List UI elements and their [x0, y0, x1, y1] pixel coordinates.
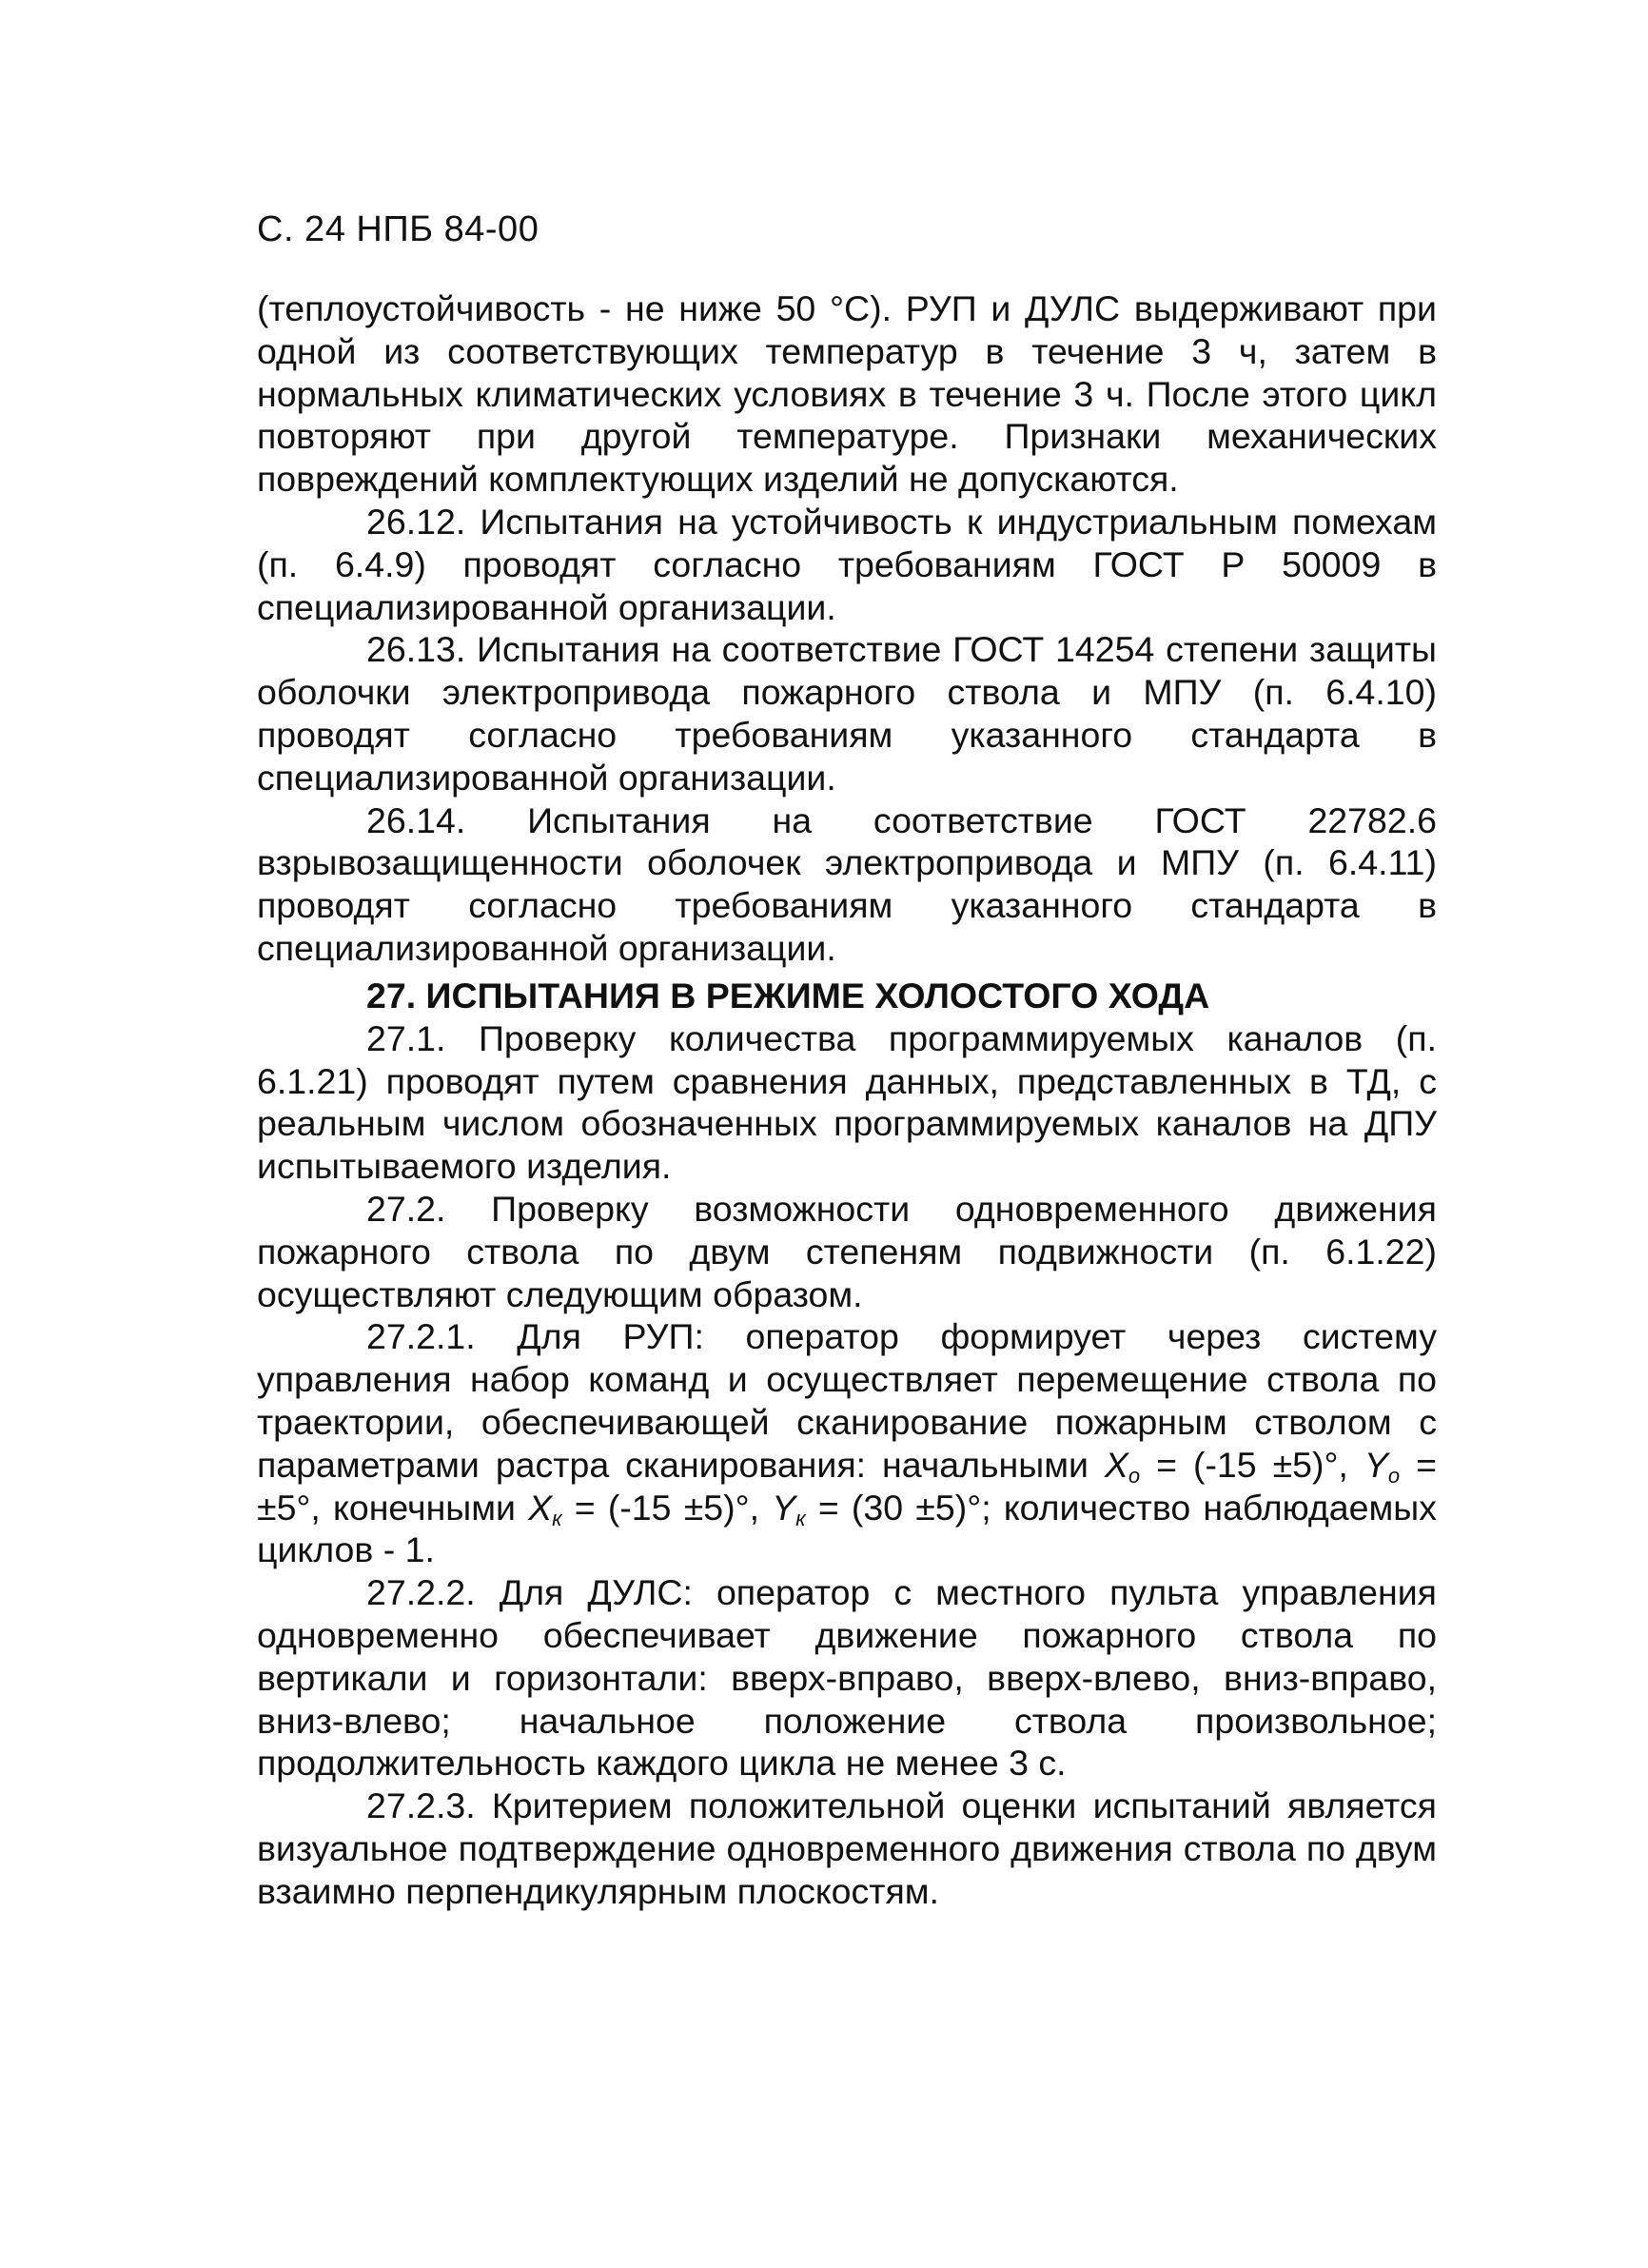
- paragraph-27-1: 27.1. Проверку количества программируемых каналов (п. 6.1.21) проводят путем сравнения данных, представленных в ТД, с реальным числом обозначенных программируемых каналов на ДПУ испытываемого изделия.: [257, 1017, 1437, 1187]
- document-page: [257, 0, 1437, 2268]
- paragraph-27-2: 27.2. Проверку возможности одновременного движения пожарного ствола по двум степеням подвижности (п. 6.1.22) осуществляют следующим образом.: [257, 1188, 1437, 1314]
- paragraph-27-2-1: [257, 1315, 1437, 1571]
- symbol-x0: X: [1104, 1444, 1128, 1485]
- value-xk: = (-15 ±5)°,: [561, 1487, 773, 1528]
- paragraph-continued: (теплоустойчивость - не ниже 50 °С). РУП и ДУЛС выдерживают при одной из соответствующих температур в течение 3 ч, затем в нормальных климатических условиях в течение 3 ч. После этого цикл повторяют при другой температуре. Признаки механических повреждений комплектующих изделий не допускаются.: [257, 288, 1437, 500]
- value-y0: = ±5°, конечными: [257, 1444, 1438, 1528]
- value-x0: = (-15 ±5)°,: [1140, 1444, 1364, 1485]
- running-head: С. 24 НПБ 84-00: [257, 209, 540, 249]
- subscript-yk: к: [795, 1506, 806, 1530]
- paragraph-27-2-1-lead: 27.2.1. Для РУП: оператор формирует через систему управления набор команд и осуществляет перемещение ствола по траектории, обеспечивающей сканирование пожарным стволом с параметрами растра сканирования: начальными: [257, 1316, 1437, 1485]
- paragraph-26-12: 26.12. Испытания на устойчивость к индустриальным помехам (п. 6.4.9) проводят согласно требованиям ГОСТ Р 50009 в специализированной организации.: [257, 501, 1437, 627]
- subscript-xk: к: [552, 1506, 562, 1530]
- symbol-yk: Y: [772, 1487, 796, 1528]
- paragraph-27-2-2: 27.2.2. Для ДУЛС: оператор с местного пульта управления одновременно обеспечивает движение пожарного ствола по вертикали и горизонтали: вверх-вправо, вверх-влево, вниз-вправо, вниз-влево; начальное положение ствола произвольное; продолжительность каждого цикла не менее 3 с.: [257, 1572, 1437, 1784]
- document-body: [257, 287, 1437, 1912]
- subscript-y0: o: [1387, 1463, 1401, 1488]
- paragraph-26-13: 26.13. Испытания на соответствие ГОСТ 14254 степени защиты оболочки электропривода пожарного ствола и МПУ (п. 6.4.10) проводят согласно требованиям указанного стандарта в специализированной организации.: [257, 629, 1437, 798]
- symbol-y0: Y: [1364, 1444, 1388, 1485]
- symbol-xk: X: [528, 1487, 553, 1528]
- paragraph-26-14: 26.14. Испытания на соответствие ГОСТ 22782.6 взрывозащищенности оболочек электропривода и МПУ (п. 6.4.11) проводят согласно требованиям указанного стандарта в специализированной организации.: [257, 799, 1437, 968]
- subscript-x0: o: [1128, 1463, 1141, 1488]
- paragraph-27-2-3: 27.2.3. Критерием положительной оценки испытаний является визуальное подтверждение одновременного движения ствола по двум взаимно перпендикулярным плоскостям.: [257, 1785, 1437, 1911]
- value-yk: = (30 ±5)°; количество наблюдаемых циклов - 1.: [257, 1487, 1437, 1570]
- section-27-title: 27. ИСПЫТАНИЯ В РЕЖИМЕ ХОЛОСТОГО ХОДА: [366, 975, 1210, 1016]
